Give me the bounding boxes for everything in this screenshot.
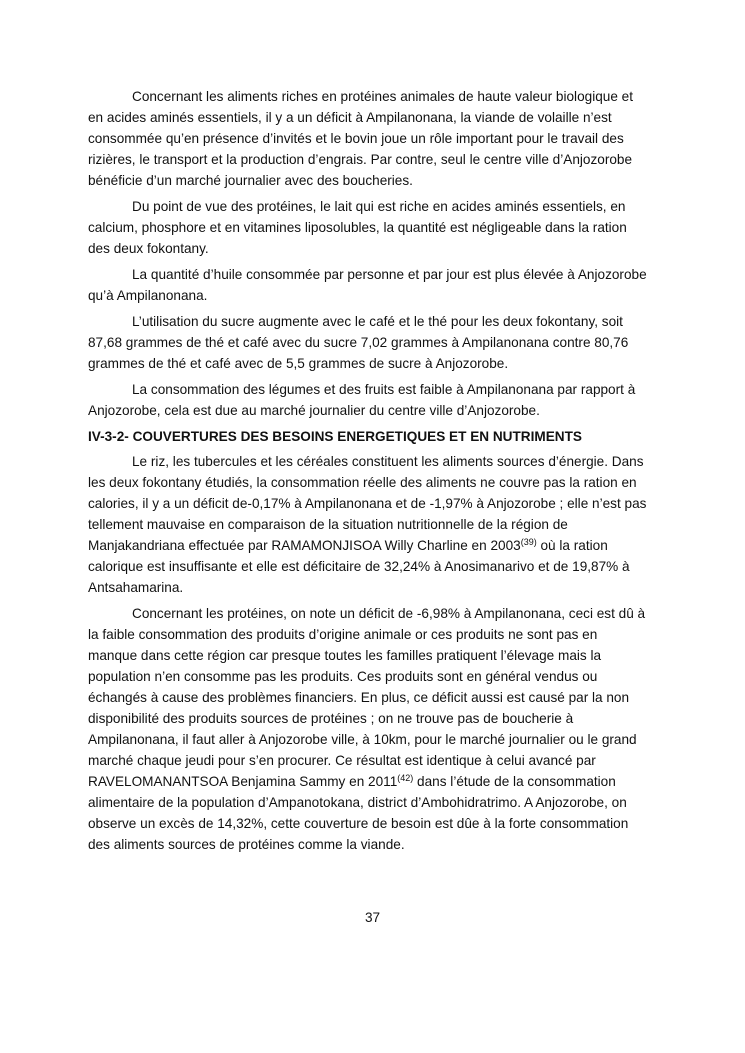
paragraph-text: La consommation des légumes et des fruits est faible à Ampilanonana par rapport à Anjozorobe, cela est due au marché journalier du centre ville d’Anjozorobe.	[88, 382, 636, 418]
paragraph-text: Le riz, les tubercules et les céréales constituent les aliments sources d’énergie. Dans les deux fokontany étudiés, la consommation réelle des aliments ne couvre pas la ration en calories, il y a un déficit de-0,17% à Ampilanonana et de -1,97% à Anjozorobe ; elle n’est pas tellement mauvaise en comparaison de la situation nutritionnelle de la région de Manjakandriana effectuée par RAMAMONJISOA Willy Charline en 2003	[88, 454, 647, 553]
paragraph-text: Concernant les protéines, on note un déficit de -6,98% à Ampilanonana, ceci est dû à la faible consommation des produits d’origine animale or ces produits ne sont pas en manque dans cette région car presque toutes les familles pratiquent l’élevage mais la population n’en consomme pas les produits. Ces produits sont en général vendus ou échangés à cause des problèmes financiers. En plus, ce déficit aussi est causé par la non disponibilité des produits sources de protéines ; on ne trouve pas de boucherie à Ampilanonana, il faut aller à Anjozorobe ville, à 10km, pour le marché journalier ou le grand marché chaque jeudi pour s’en procurer. Ce résultat est identique à celui avancé par RAVELOMANANTSOA Benjamina Sammy en 2011	[88, 606, 646, 789]
paragraph-text: L’utilisation du sucre augmente avec le café et le thé pour les deux fokontany, soit 87,68 grammes de thé et café avec du sucre 7,02 grammes à Ampilanonana contre 80,76 grammes de thé et café avec de 5,5 grammes de sucre à Anjozorobe.	[88, 314, 629, 371]
reference-superscript: (39)	[520, 537, 537, 547]
paragraph-milk-proteins	[88, 196, 648, 259]
paragraph-text: Du point de vue des protéines, le lait qui est riche en acides aminés essentiels, en calcium, phosphore et en vitamines liposolubles, la quantité est négligeable dans la ration des deux fokontany.	[88, 199, 627, 256]
paragraph-text: dans l’étude de la consommation alimentaire de la population d’Ampanotokana, district d’Ambohidratrimo. A Anjozorobe, on observe un excès de 14,32%, cette couverture de besoin est dûe à la forte consommation des aliments sources de protéines comme la viande.	[88, 774, 629, 852]
document-body	[88, 86, 648, 860]
paragraph-proteins-coverage	[88, 603, 648, 855]
section-heading: IV-3-2- COUVERTURES DES BESOINS ENERGETIQUES ET EN NUTRIMENTS	[88, 429, 582, 444]
paragraph-text: où la ration calorique est insuffisante et elle est déficitaire de 32,24% à Anosimanarivo et de 19,87% à Antsahamarina.	[88, 538, 630, 595]
paragraph-oil	[88, 264, 648, 306]
paragraph-animal-proteins	[88, 86, 648, 191]
paragraph-sugar	[88, 311, 648, 374]
paragraph-text: Concernant les aliments riches en protéines animales de haute valeur biologique et en acides aminés essentiels, il y a un déficit à Ampilanonana, la viande de volaille n’est consommée qu’en présence d’invités et le bovin joue un rôle important pour le travail des rizières, le transport et la production d’engrais. Par contre, seul le centre ville d’Anjozorobe bénéficie d’un marché journalier avec des boucheries.	[88, 89, 634, 188]
page-number: 37	[364, 910, 381, 925]
paragraph-vegetables-fruits	[88, 379, 648, 421]
paragraph-energy	[88, 451, 648, 598]
reference-superscript: (42)	[397, 773, 414, 783]
paragraph-text: La quantité d’huile consommée par personne et par jour est plus élevée à Anjozorobe qu’à Ampilanonana.	[88, 267, 647, 303]
